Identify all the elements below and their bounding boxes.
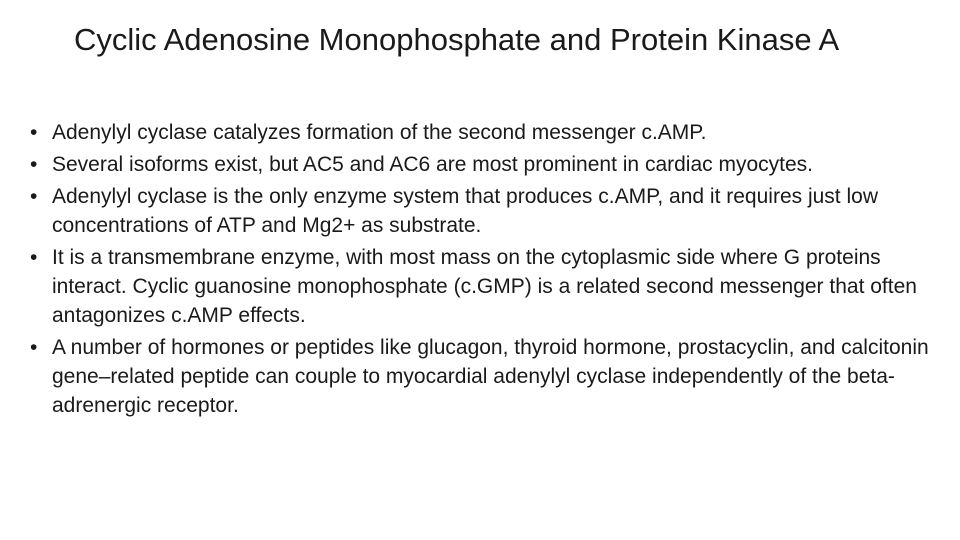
bullet-icon: • <box>30 185 38 208</box>
bullet-text: Adenylyl cyclase catalyzes formation of the second messenger c.AMP. <box>52 121 707 144</box>
bullet-text: Adenylyl cyclase is the only enzyme system that produces c.AMP, and it requires just low concentrations of ATP and Mg2+ as substrate. <box>52 185 878 237</box>
bullet-text: It is a transmembrane enzyme, with most mass on the cytoplasmic side where G proteins interact. Cyclic guanosine monophosphate (c.GMP) is a related second messenger that often antagonizes c.AMP effects. <box>52 246 917 327</box>
bullet-text: Several isoforms exist, but AC5 and AC6 are most prominent in cardiac myocytes. <box>52 153 813 176</box>
bullet-item <box>30 333 930 420</box>
slide-title: Cyclic Adenosine Monophosphate and Protein Kinase A <box>74 22 840 57</box>
bullet-list <box>30 118 930 423</box>
bullet-item <box>30 182 930 240</box>
bullet-icon: • <box>30 153 38 176</box>
bullet-item <box>30 150 930 179</box>
bullet-item <box>30 118 930 147</box>
bullet-icon: • <box>30 336 38 359</box>
bullet-item <box>30 243 930 330</box>
bullet-text: A number of hormones or peptides like glucagon, thyroid hormone, prostacyclin, and calcitonin gene–related peptide can couple to myocardial adenylyl cyclase independently of the beta-adrenergic receptor. <box>52 336 929 417</box>
bullet-icon: • <box>30 121 38 144</box>
bullet-icon: • <box>30 246 38 269</box>
